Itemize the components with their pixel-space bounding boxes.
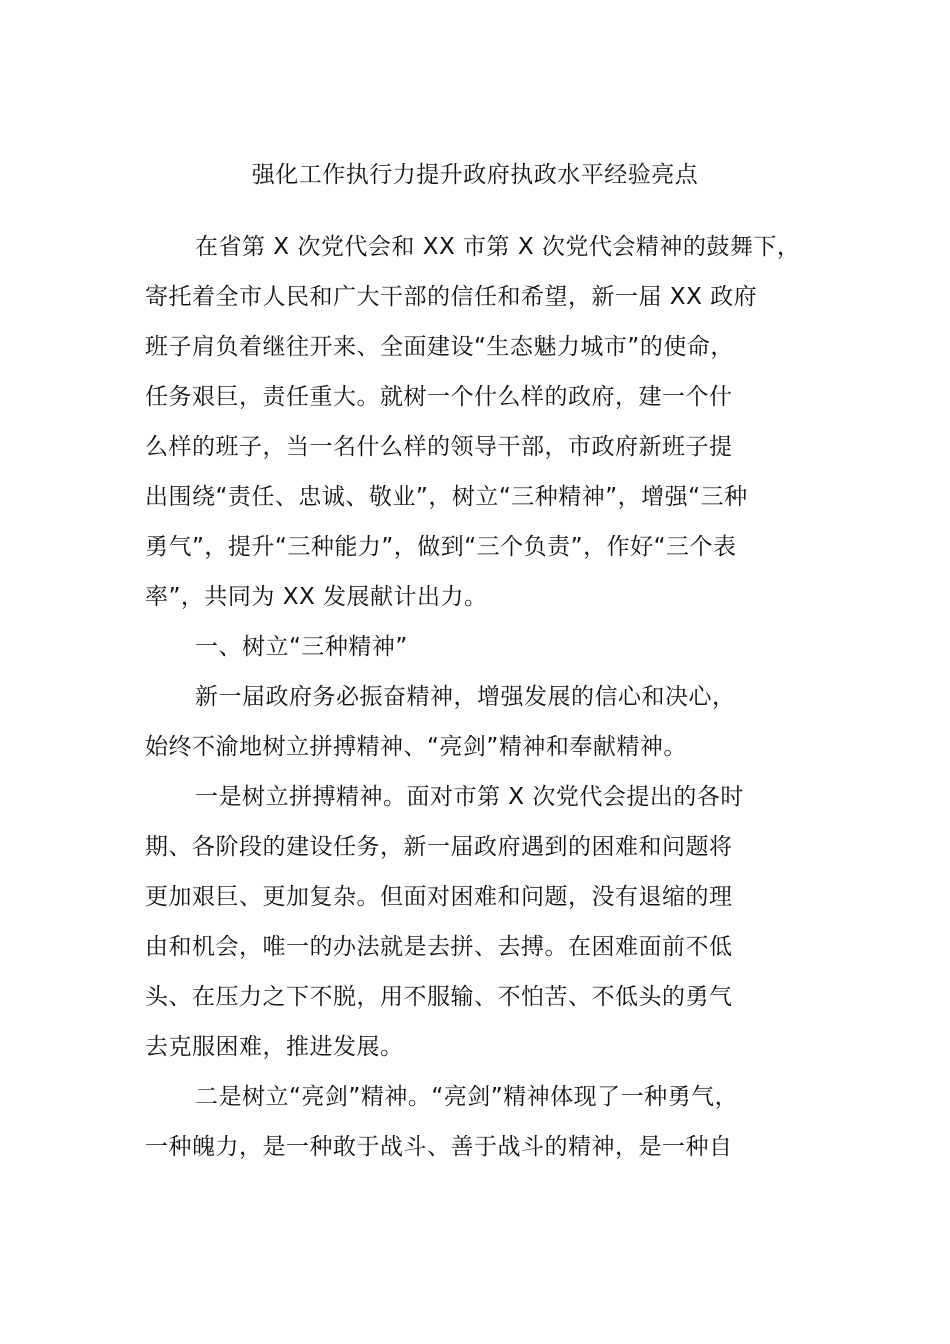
paragraph-line: 头、在压力之下不脱，用不服输、不怕苦、不低头的勇气 [145,984,733,1010]
paragraph-line: 出围绕“责任、忠诚、敬业”，树立“三种精神”，增强“三种 [145,484,748,510]
paragraph-line: 勇气”，提升“三种能力”，做到“三个负责”，作好“三个表 [145,534,737,560]
paragraph-line: 一是树立拼搏精神。面对市第 X 次党代会提出的各时 [195,784,744,810]
paragraph-line: 二是树立“亮剑”精神。“亮剑”精神体现了一种勇气， [195,1084,739,1110]
paragraph-line: 任务艰巨，责任重大。就树一个什么样的政府，建一个什 [145,384,733,410]
document-title: 强化工作执行力提升政府执政水平经验亮点 [251,162,699,188]
section-heading: 一、树立“三种精神” [195,634,408,660]
document-body [145,222,845,1172]
paragraph-line: 寄托着全市人民和广大干部的信任和希望，新一届 XX 政府 [145,284,758,310]
paragraph-line: 由和机会，唯一的办法就是去拼、去搏。在困难面前不低 [145,934,733,960]
paragraph-line: 新一届政府务必振奋精神，增强发展的信心和决心， [195,684,736,710]
paragraph-line: 率”，共同为 XX 发展献计出力。 [145,584,488,610]
paragraph-line: 班子肩负着继往开来、全面建设“生态魅力城市”的使命， [145,334,734,360]
paragraph-line: 去克服困难，推进发展。 [145,1034,404,1060]
paragraph-line: 更加艰巨、更加复杂。但面对困难和问题，没有退缩的理 [145,884,733,910]
paragraph-line: 期、各阶段的建设任务，新一届政府遇到的困难和问题将 [145,834,733,860]
paragraph-line: 一种魄力，是一种敢于战斗、善于战斗的精神，是一种自 [145,1134,733,1160]
paragraph-line: 么样的班子，当一名什么样的领导干部，市政府新班子提 [145,434,733,460]
paragraph-line: 在省第 X 次党代会和 XX 市第 X 次党代会精神的鼓舞下， [195,234,801,260]
paragraph-line: 始终不渝地树立拼搏精神、“亮剑”精神和奉献精神。 [145,734,687,760]
